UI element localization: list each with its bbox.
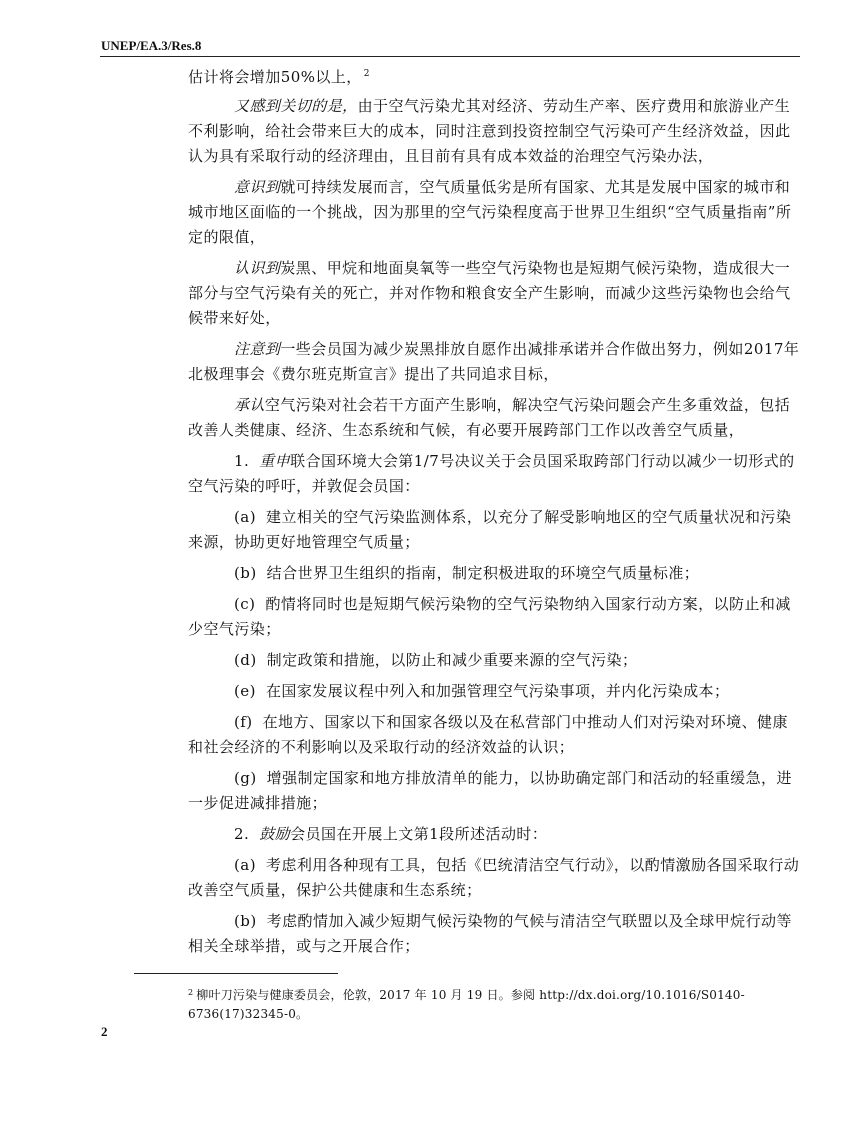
subparagraph-label: (e) [234,682,256,700]
paragraph-text: 酌情将同时也是短期气候污染物的空气污染物纳入国家行动方案，以防止和减少空气污染； [188,595,791,638]
footnote-separator [134,973,338,974]
preamble-paragraph [188,337,800,387]
paragraph-number: 2. [234,825,250,843]
document-code: UNEP/EA.3/Res.8 [101,38,202,53]
lead-phrase: 意识到 [234,178,281,196]
subparagraph-label: (a) [234,508,256,526]
page-number: 2 [101,1024,108,1039]
paragraph-text: 考虑酌情加入减少短期气候污染物的气候与清洁空气联盟以及全球甲烷行动等相关全球举措，或与之开展合作； [188,912,792,955]
subparagraph-label: (f) [234,713,253,731]
paragraph-text: 就可持续发展而言，空气质量低劣是所有国家、尤其是发展中国家的城市和城市地区面临的一个挑战，因为那里的空气污染程度高于世界卫生组织“空气质量指南”所定的限值， [188,178,792,246]
header-rule [100,56,800,57]
subparagraph-label: (c) [234,595,256,613]
subparagraph-label: (d) [234,651,257,669]
paragraph-text: 考虑利用各种现有工具，包括《巴统清洁空气行动》，以酌情激励各国采取行动改善空气质量，保护公共健康和生态系统； [188,856,800,899]
lead-phrase: 重申 [259,452,291,470]
paragraph-text: 估计将会增加50%以上， [188,68,362,86]
paragraph-text: 制定政策和措施，以防止和减少重要来源的空气污染； [266,651,638,669]
preamble-paragraph [188,94,800,169]
lead-phrase: 鼓励 [259,825,291,843]
paragraph-number: 1. [234,452,250,470]
subparagraph [188,592,800,642]
subparagraph-label: (a) [234,856,256,874]
subparagraph-label: (b) [234,912,257,930]
paragraph-text: 会员国在开展上文第1段所述活动时： [290,825,548,843]
preamble-paragraph [188,175,800,250]
paragraph-text: 结合世界卫生组织的指南，制定积极进取的环境空气质量标准； [266,564,700,582]
subparagraph [188,853,800,903]
subparagraph [188,909,800,959]
subparagraph [188,679,800,704]
paragraph-text: 建立相关的空气污染监测体系，以充分了解受影响地区的空气质量状况和污染来源，协助更好地管理空气质量； [188,508,792,551]
operative-paragraph [188,449,800,499]
preamble-paragraph [188,256,800,331]
footnote-text: 柳叶刀污染与健康委员会，伦敦，2017 年 10 月 19 日。参阅 http://dx.doi.org/10.1016/S0140-6736(17)32345-0。 [188,988,745,1021]
preamble-paragraph [188,393,800,443]
paragraph-text: 炭黑、甲烷和地面臭氧等一些空气污染物也是短期气候污染物，造成很大一部分与空气污染有关的死亡，并对作物和粮食安全产生影响，而减少这些污染物也会给气候带来好处， [188,259,791,327]
paragraph-text: 增强制定国家和地方排放清单的能力，以协助确定部门和活动的轻重缓急，进一步促进减排措施； [188,769,792,812]
lead-phrase: 又感到关切的是， [234,97,358,115]
paragraph-continuation [188,62,800,90]
lead-phrase: 注意到 [234,340,281,358]
operative-paragraph [188,822,800,847]
lead-phrase: 认识到 [234,259,281,277]
subparagraph [188,505,800,555]
lead-phrase: 承认 [234,396,265,414]
subparagraph [188,561,800,586]
subparagraph-label: (g) [234,769,257,787]
footnote-mark: 2 [188,988,194,997]
subparagraph [188,766,800,816]
paragraph-text: 由于空气污染尤其对经济、劳动生产率、医疗费用和旅游业产生不利影响，给社会带来巨大的成本，同时注意到投资控制空气污染可产生经济效益，因此认为具有采取行动的经济理由，且目前有具有成本效益的治理空气污染办法， [188,97,791,165]
subparagraph-label: (b) [234,564,257,582]
paragraph-text: 在国家发展议程中列入和加强管理空气污染事项，并内化污染成本； [265,682,730,700]
paragraph-text: 在地方、国家以下和国家各级以及在私营部门中推动人们对污染对环境、健康和社会经济的不利影响以及采取行动的经济效益的认识； [188,713,788,756]
footnote [188,983,788,1024]
subparagraph [188,648,800,673]
document-body [188,62,800,965]
paragraph-text: 联合国环境大会第1/7号决议关于会员国采取跨部门行动以减少一切形式的空气污染的呼吁，并敦促会员国： [188,452,795,495]
footnote-reference: 2 [363,69,370,79]
paragraph-text: 空气污染对社会若干方面产生影响，解决空气污染问题会产生多重效益，包括改善人类健康、经济、生态系统和气候，有必要开展跨部门工作以改善空气质量， [188,396,791,439]
paragraph-text: 一些会员国为减少炭黑排放自愿作出减排承诺并合作做出努力，例如2017年北极理事会《费尔班克斯宣言》提出了共同追求目标， [188,340,800,383]
subparagraph [188,710,800,760]
